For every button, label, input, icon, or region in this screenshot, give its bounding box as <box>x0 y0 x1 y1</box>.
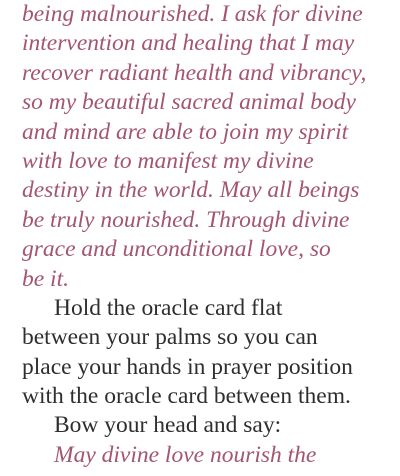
bow-instruction: Bow your head and say: <box>54 412 282 439</box>
prayer-line: being malnourished. I ask for divine <box>22 1 363 27</box>
prayer-line: recover radiant health and vibrancy, <box>22 59 367 86</box>
prayer-line: intervention and healing that I may <box>22 30 355 57</box>
prayer-line: be it. <box>22 265 69 292</box>
instruction-line: place your hands in prayer position <box>22 353 353 380</box>
prayer-line: so my beautiful sacred animal body <box>22 89 356 116</box>
prayer-line: grace and unconditional love, so <box>22 236 331 263</box>
instruction-line: between your palms so you can <box>22 324 318 351</box>
book-page <box>22 0 394 470</box>
instruction-paragraph <box>22 294 394 412</box>
prayer-line: with love to manifest my divine <box>22 147 314 174</box>
instruction-line: with the oracle card between them. <box>22 383 351 410</box>
prayer-line: and mind are able to join my spirit <box>22 118 349 145</box>
final-prayer-paragraph <box>22 441 394 470</box>
final-prayer-line: May divine love nourish the <box>54 441 317 468</box>
bow-paragraph <box>22 411 394 440</box>
instruction-line: Hold the oracle card flat <box>54 294 283 321</box>
prayer-paragraph <box>22 0 394 294</box>
prayer-line: destiny in the world. May all beings <box>22 177 360 204</box>
prayer-line: be truly nourished. Through divine <box>22 206 350 233</box>
